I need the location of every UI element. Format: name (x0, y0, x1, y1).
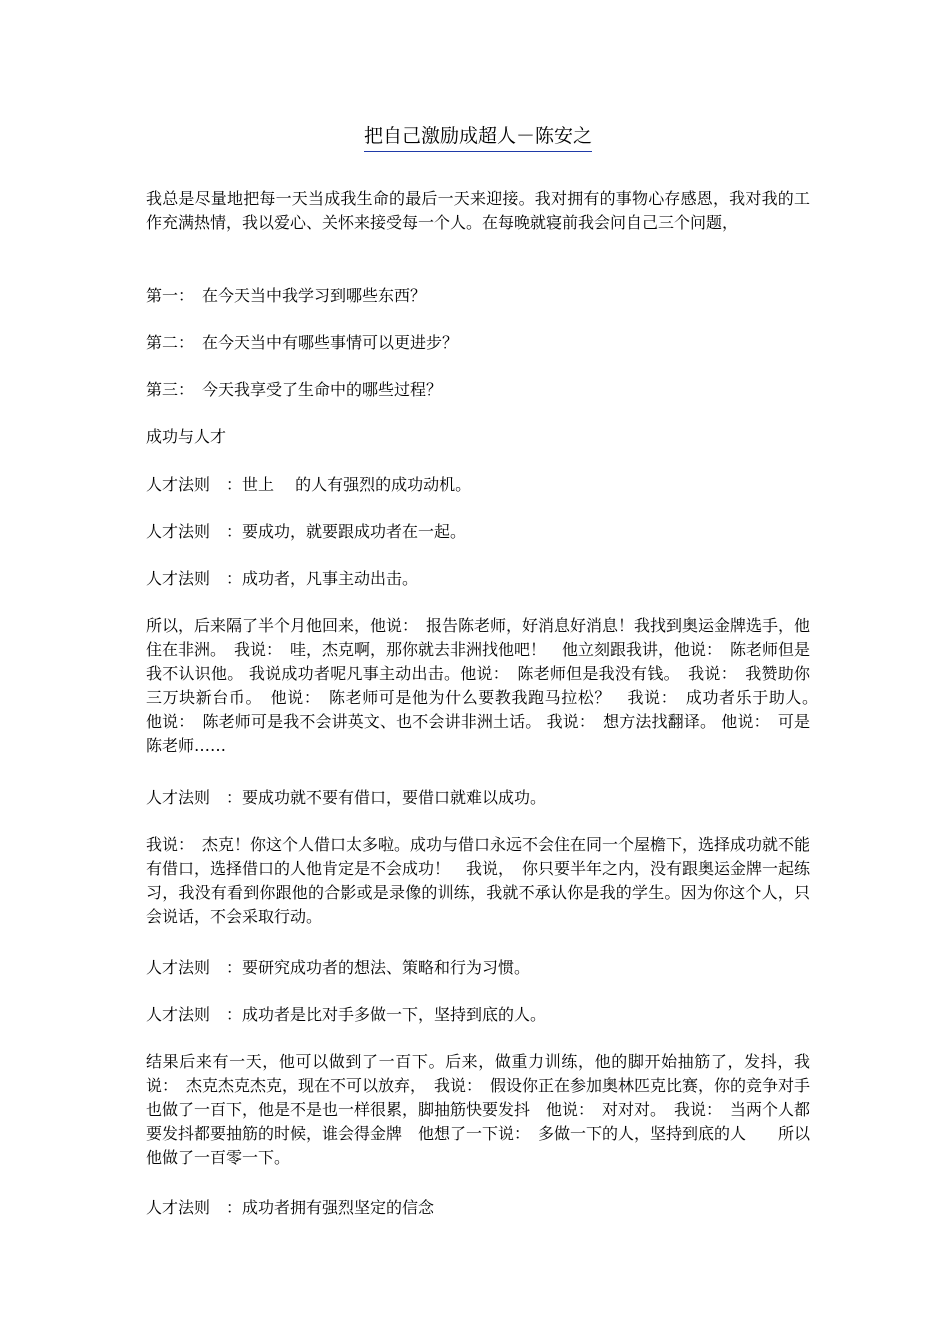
paragraph-rule-3: 人才法则 ：成功者，凡事主动出击。 (146, 569, 419, 588)
paragraph-rule-2: 人才法则 ：要成功，就要跟成功者在一起。 (146, 522, 467, 541)
paragraph-story-2: 我说： 杰克！你这个人借口太多啦。成功与借口永远不会住在同一个屋檐下，选择成功就不能有借口，选择借口的人他肯定是不会成功！ 我说， 你只要半年之内，没有跟奥运金牌一起练习，我没有看到你跟他的合影或是录像的训练，我就不承认你是我的学生。因为你这个人，只会说话，不会采取行动。 (146, 835, 811, 926)
section-heading: 成功与人才 (146, 427, 227, 446)
paragraph-rule-6: 人才法则 ：成功者是比对手多做一下，坚持到底的人。 (146, 1005, 547, 1024)
paragraph-question-1: 第一： 在今天当中我学习到哪些东西？ (146, 286, 427, 305)
paragraph-question-2: 第二： 在今天当中有哪些事情可以更进步？ (146, 333, 459, 352)
title-text: 把自己激励成超人－陈安之 (364, 122, 592, 152)
document-title (146, 122, 810, 152)
paragraph-story-3: 结果后来有一天，他可以做到了一百下。后来，做重力训练，他的脚开始抽筋了，发抖，我说： 杰克杰克杰克，现在不可以放弃， 我说： 假设你正在参加奥林匹克比赛，你的竞争对手也做了一百下，他是不是也一样很累，脚抽筋快要发抖 他说： 对对对。 我说： 当两个人都要发抖都要抽筋的时候，谁会得金牌 他想了一下说： 多做一下的人，坚持到底的人 所以他做了一百零一下。 (146, 1052, 811, 1167)
paragraph-rule-1: 人才法则 ：世上 的人有强烈的成功动机。 (146, 475, 472, 494)
paragraph-rule-5: 人才法则 ：要研究成功者的想法、策略和行为习惯。 (146, 958, 531, 977)
paragraph-rule-7: 人才法则 ：成功者拥有强烈坚定的信念 (146, 1198, 435, 1217)
paragraph-question-3: 第三： 今天我享受了生命中的哪些过程？ (146, 380, 443, 399)
paragraph-rule-4: 人才法则 ：要成功就不要有借口，要借口就难以成功。 (146, 788, 547, 807)
paragraph-story-1: 所以，后来隔了半个月他回来，他说： 报告陈老师，好消息好消息！我找到奥运金牌选手，他住在非洲。 我说： 哇，杰克啊，那你就去非洲找他吧！ 他立刻跟我讲，他说： 陈老师但是我不认识他。 我说成功者呢凡事主动出击。他说： 陈老师但是我没有钱。 我说： 我赞助你三万块新台币。 他说： 陈老师可是他为什么要教我跑马拉松？ 我说： 成功者乐于助人。 他说： 陈老师可是我不会讲英文、也不会讲非洲土话。 我说： 想方法找翻译。 他说： 可是陈老师…… (146, 616, 827, 755)
paragraph-intro: 我总是尽量地把每一天当成我生命的最后一天来迎接。我对拥有的事物心存感恩，我对我的工作充满热情，我以爱心、关怀来接受每一个人。在每晚就寝前我会问自己三个问题， (146, 189, 810, 232)
